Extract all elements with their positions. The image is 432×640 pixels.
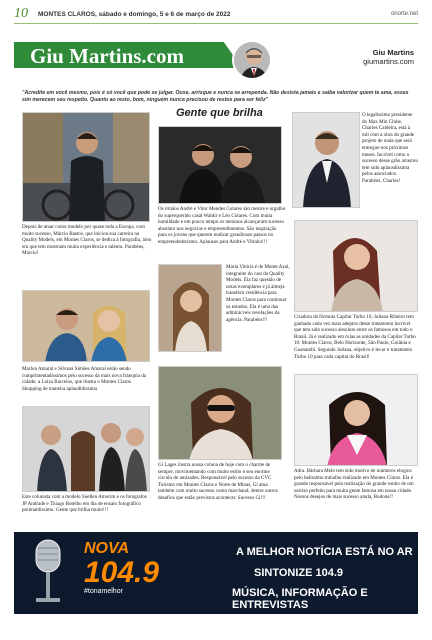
photo-andre-vitor [158,126,282,204]
ad-tune-in: SINTONIZE 104.9 [254,567,344,579]
radio-hashtag: #tonamelhor [84,588,123,595]
caption-grupo: Este colunista com a modelo Suellen Amorim e os fotógrafos JP Andrade e Thiago Botelho em dia de ensaio fotográfico preimaidíssimo. Gente que brilha muito!!! [22,494,147,514]
ad-tagline: MÚSICA, INFORMAÇÃO E ENTREVISTAS [232,587,368,611]
nova-logo [84,540,159,595]
author-avatar [232,40,272,80]
radio-brand: NOVA [84,540,130,557]
photo-gi-lages [158,366,282,460]
photo-marcio-bastos [22,112,150,222]
photo-charles-caldeira [292,112,360,208]
caption-gi-lages: Gi Lages ilustra nossa coluna de hoje com o charme de sempre, movimentando com muito estilo o seu enorme círculo de amizades. Responsável pelo sucesso da CVC Turismo em Montes Claros e Norte de Minas, Gi atua também com muito sucesso como marchand, dentre outros desafios que estão previstos acontecer. Sucesso Gi!!! [158,462,278,501]
radio-frequency: 104.9 [84,556,160,589]
microphone-icon [26,538,70,610]
caption-marcio: Depois de atuar como modelo por quase toda a Europa, com muito sucesso, Márcio Bastos, que iniciou sua carreira na Quality Models, em Montes Claros, se dedica à fotografia, área em que tem mostrado muita experiência e talento. Parabéns, Márcio! [22,224,152,257]
photo-marlon-silvana [22,290,150,362]
photo-colunista-grupo [22,406,150,492]
caption-charles: O legalíssimo presidente do Max Min Clube, Charles Caldeira, está à mil com a obra do grande projeto de onda que será entregue nos próximos meses. Incrível como o sucesso desse grão arrastou tem sido aplausdíssima pelos associados. Parabéns, Charles! [362,112,418,184]
ad-headline: A MELHOR NOTÍCIA ESTÁ NO AR [236,546,413,558]
column-quote: "Acredite em você mesmo, pois é só você que pode se julgar. Ouse, arrisque e nunca se arrependa. Não desista jamais e saiba valorizar quem te ama, esses sim merecem seu respeito. Quanto ao resto, bom, ninguém nunca precisou de restos para ser feliz" [22,90,409,103]
photo-maria-vitoria [158,264,222,352]
photo-juliana-ribeiro [294,220,418,312]
radio-ad-banner[interactable] [14,532,418,614]
author-name: Giu Martins [372,48,414,57]
photo-barbara-melo [294,374,418,466]
caption-barbara: Adra. Bárbara Melo tem sido motivo de inúmeros elogios pelo belíssimo trabalho realizado em Montes Claros. Ela é grande responsável pela realização do grande sonho de um sorriso perfeito para muita gente famosa em nossa cidade. Nossos desejos de mais sucesso ainda, Bodona!! [294,468,414,501]
dateline: MONTES CLAROS, sábado e domingo, 5 e 6 de março de 2022 [38,11,231,18]
caption-andre-vitor: Os irmãos André e Vitor Mendes Colares são mestre e orgulho do superquerido casal Waldir e Léo Colares. Com muita humildade e em pouco tempo os meninos alcançaram sucesso absoluto nos negócios e empreendimentos. São inspiração para os jovens que querem realizar grandiosos passos no empreendedorismo. Aplausos para André e Vitinho!!! [158,206,286,245]
page-number: 10 [14,6,28,21]
caption-juliana: Criadora da fórmula Capilar Turbo 10, Juliana Ribeiro tem ganhado cada vez mais adeptos desse tratamento incrível que tem sido sucesso absoluto entre os famosos em todo o Brasil. Já é realizado em rolas as unidades da Capilar Turbo 10: Montes Claros, Belo Horizonte, São Paulo, Goiânia e Guanambi. Segundo Juliana, objetivo é levar o tratamento Turbo 10 para cada capital do Brasil! [294,314,416,360]
caption-marlon-silvana: Marlon Amaral e Silvana Simões Amaral estão sendo cumprimentadíssimos pelo sucesso da mais nova franquia da cidade, a Luiza Barcelos, que ilustra o Montes Claros Shopping de maneira aplaudidíssima [22,366,147,392]
site-name[interactable]: onorte.net [390,11,418,17]
page-header [14,6,418,24]
column-title-bar [14,42,418,78]
section-title: Gente que brilha [176,107,263,119]
column-title: Giu Martins.com [30,44,184,68]
author-site[interactable]: giumartins.com [363,57,414,66]
author-brand [363,48,414,66]
caption-maria-vitoria: Maria Vitória é de Monte Azul, integrante do cast da Quality Models. Ela faz questão de notas exemplares e já almeja transferir residência para Montes Claros para continuar os estudos. Ela é uma das admirácveis revelações da agência. Parabéns!!! [226,264,290,323]
